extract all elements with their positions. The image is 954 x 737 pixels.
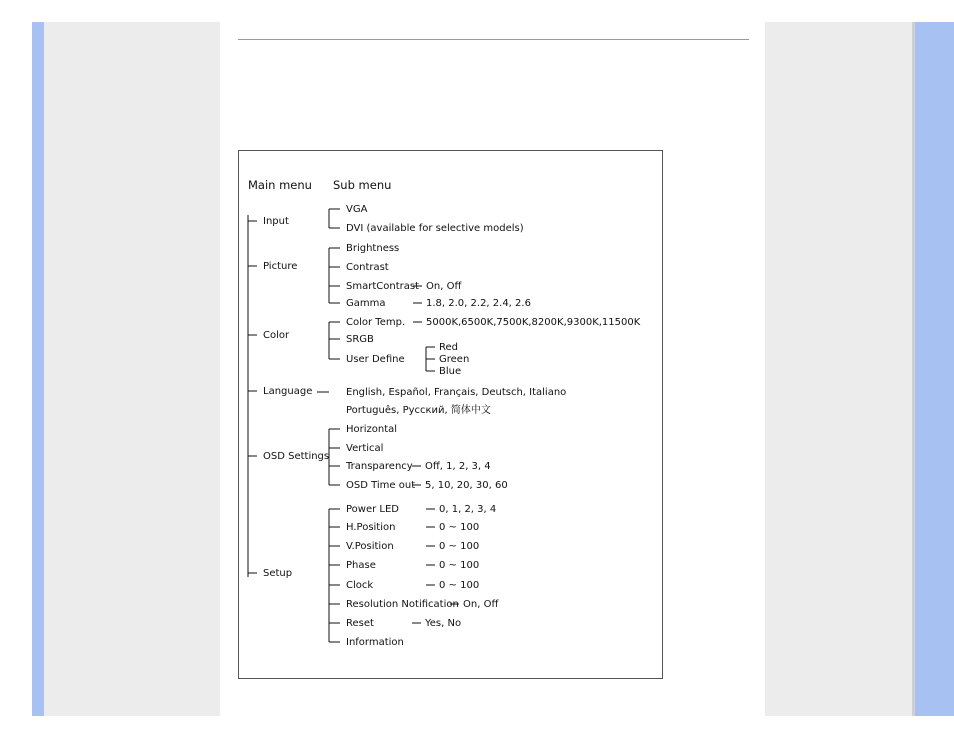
sub-item-h-position: H.Position	[346, 522, 396, 533]
sub-item-value: 1.8, 2.0, 2.2, 2.4, 2.6	[426, 298, 531, 309]
sub-item-contrast: Contrast	[346, 262, 389, 273]
sub-item-horizontal: Horizontal	[346, 424, 398, 435]
sub-item-value: Off, 1, 2, 3, 4	[425, 461, 491, 472]
main-item-language: Language	[263, 386, 313, 397]
sub-item-vga: VGA	[346, 204, 368, 215]
sub-item-value: 5, 10, 20, 30, 60	[425, 480, 508, 491]
main-menu-header: Main menu	[248, 178, 312, 192]
sub-item-value: Português, Русский, 简体中文	[346, 405, 491, 416]
osd-menu-tree-figure	[238, 150, 663, 679]
sub-item-smartcontrast: SmartContrast	[346, 281, 419, 292]
sub-item-value: 0 ~ 100	[439, 522, 480, 533]
sub-item-transparency: Transparency	[346, 461, 413, 472]
sub-item-vertical: Vertical	[346, 443, 384, 454]
sub-item-srgb: SRGB	[346, 334, 374, 345]
sub-item-dvi-available-for-selective-models-: DVI (available for selective models)	[346, 223, 524, 234]
sub-item-value: 0 ~ 100	[439, 560, 480, 571]
sub-item-resolution-notification: Resolution Notification	[346, 599, 459, 610]
child-item-blue: Blue	[439, 366, 462, 377]
child-item-green: Green	[439, 354, 470, 365]
sub-item-information: Information	[346, 637, 404, 648]
sub-item-phase: Phase	[346, 560, 376, 571]
osd-menu-tree	[239, 151, 664, 680]
sub-item-value: 0 ~ 100	[439, 541, 480, 552]
sub-item-value: On, Off	[426, 281, 462, 292]
sub-item-osd-time-out: OSD Time out	[346, 480, 416, 491]
main-item-picture: Picture	[263, 261, 298, 272]
sub-item-value: 0 ~ 100	[439, 580, 480, 591]
right-divider	[912, 22, 915, 716]
sub-item-clock: Clock	[346, 580, 374, 591]
sub-item-color-temp-: Color Temp.	[346, 317, 406, 328]
sub-item-power-led: Power LED	[346, 504, 400, 515]
right-side-panel	[765, 22, 915, 716]
child-item-red: Red	[439, 342, 458, 353]
sub-item-user-define: User Define	[346, 354, 405, 365]
main-item-input: Input	[263, 216, 289, 227]
sub-item-gamma: Gamma	[346, 298, 386, 309]
main-item-setup: Setup	[263, 568, 293, 579]
sub-menu-header: Sub menu	[333, 178, 392, 192]
main-item-osd-settings: OSD Settings	[263, 451, 330, 462]
sub-item-reset: Reset	[346, 618, 374, 629]
sub-item-value: Yes, No	[425, 618, 462, 629]
sub-item-v-position: V.Position	[346, 541, 394, 552]
main-item-color: Color	[263, 330, 290, 341]
top-rule	[238, 39, 749, 40]
sub-item-value: 5000K,6500K,7500K,8200K,9300K,11500K	[426, 317, 641, 328]
sub-item-value: English, Español, Français, Deutsch, Italiano	[346, 387, 567, 398]
sub-item-value: 0, 1, 2, 3, 4	[439, 504, 497, 515]
left-blue-strip	[32, 22, 44, 716]
sub-item-brightness: Brightness	[346, 243, 400, 254]
left-side-panel	[44, 22, 220, 716]
right-blue-strip	[915, 22, 954, 716]
sub-item-value: On, Off	[463, 599, 499, 610]
